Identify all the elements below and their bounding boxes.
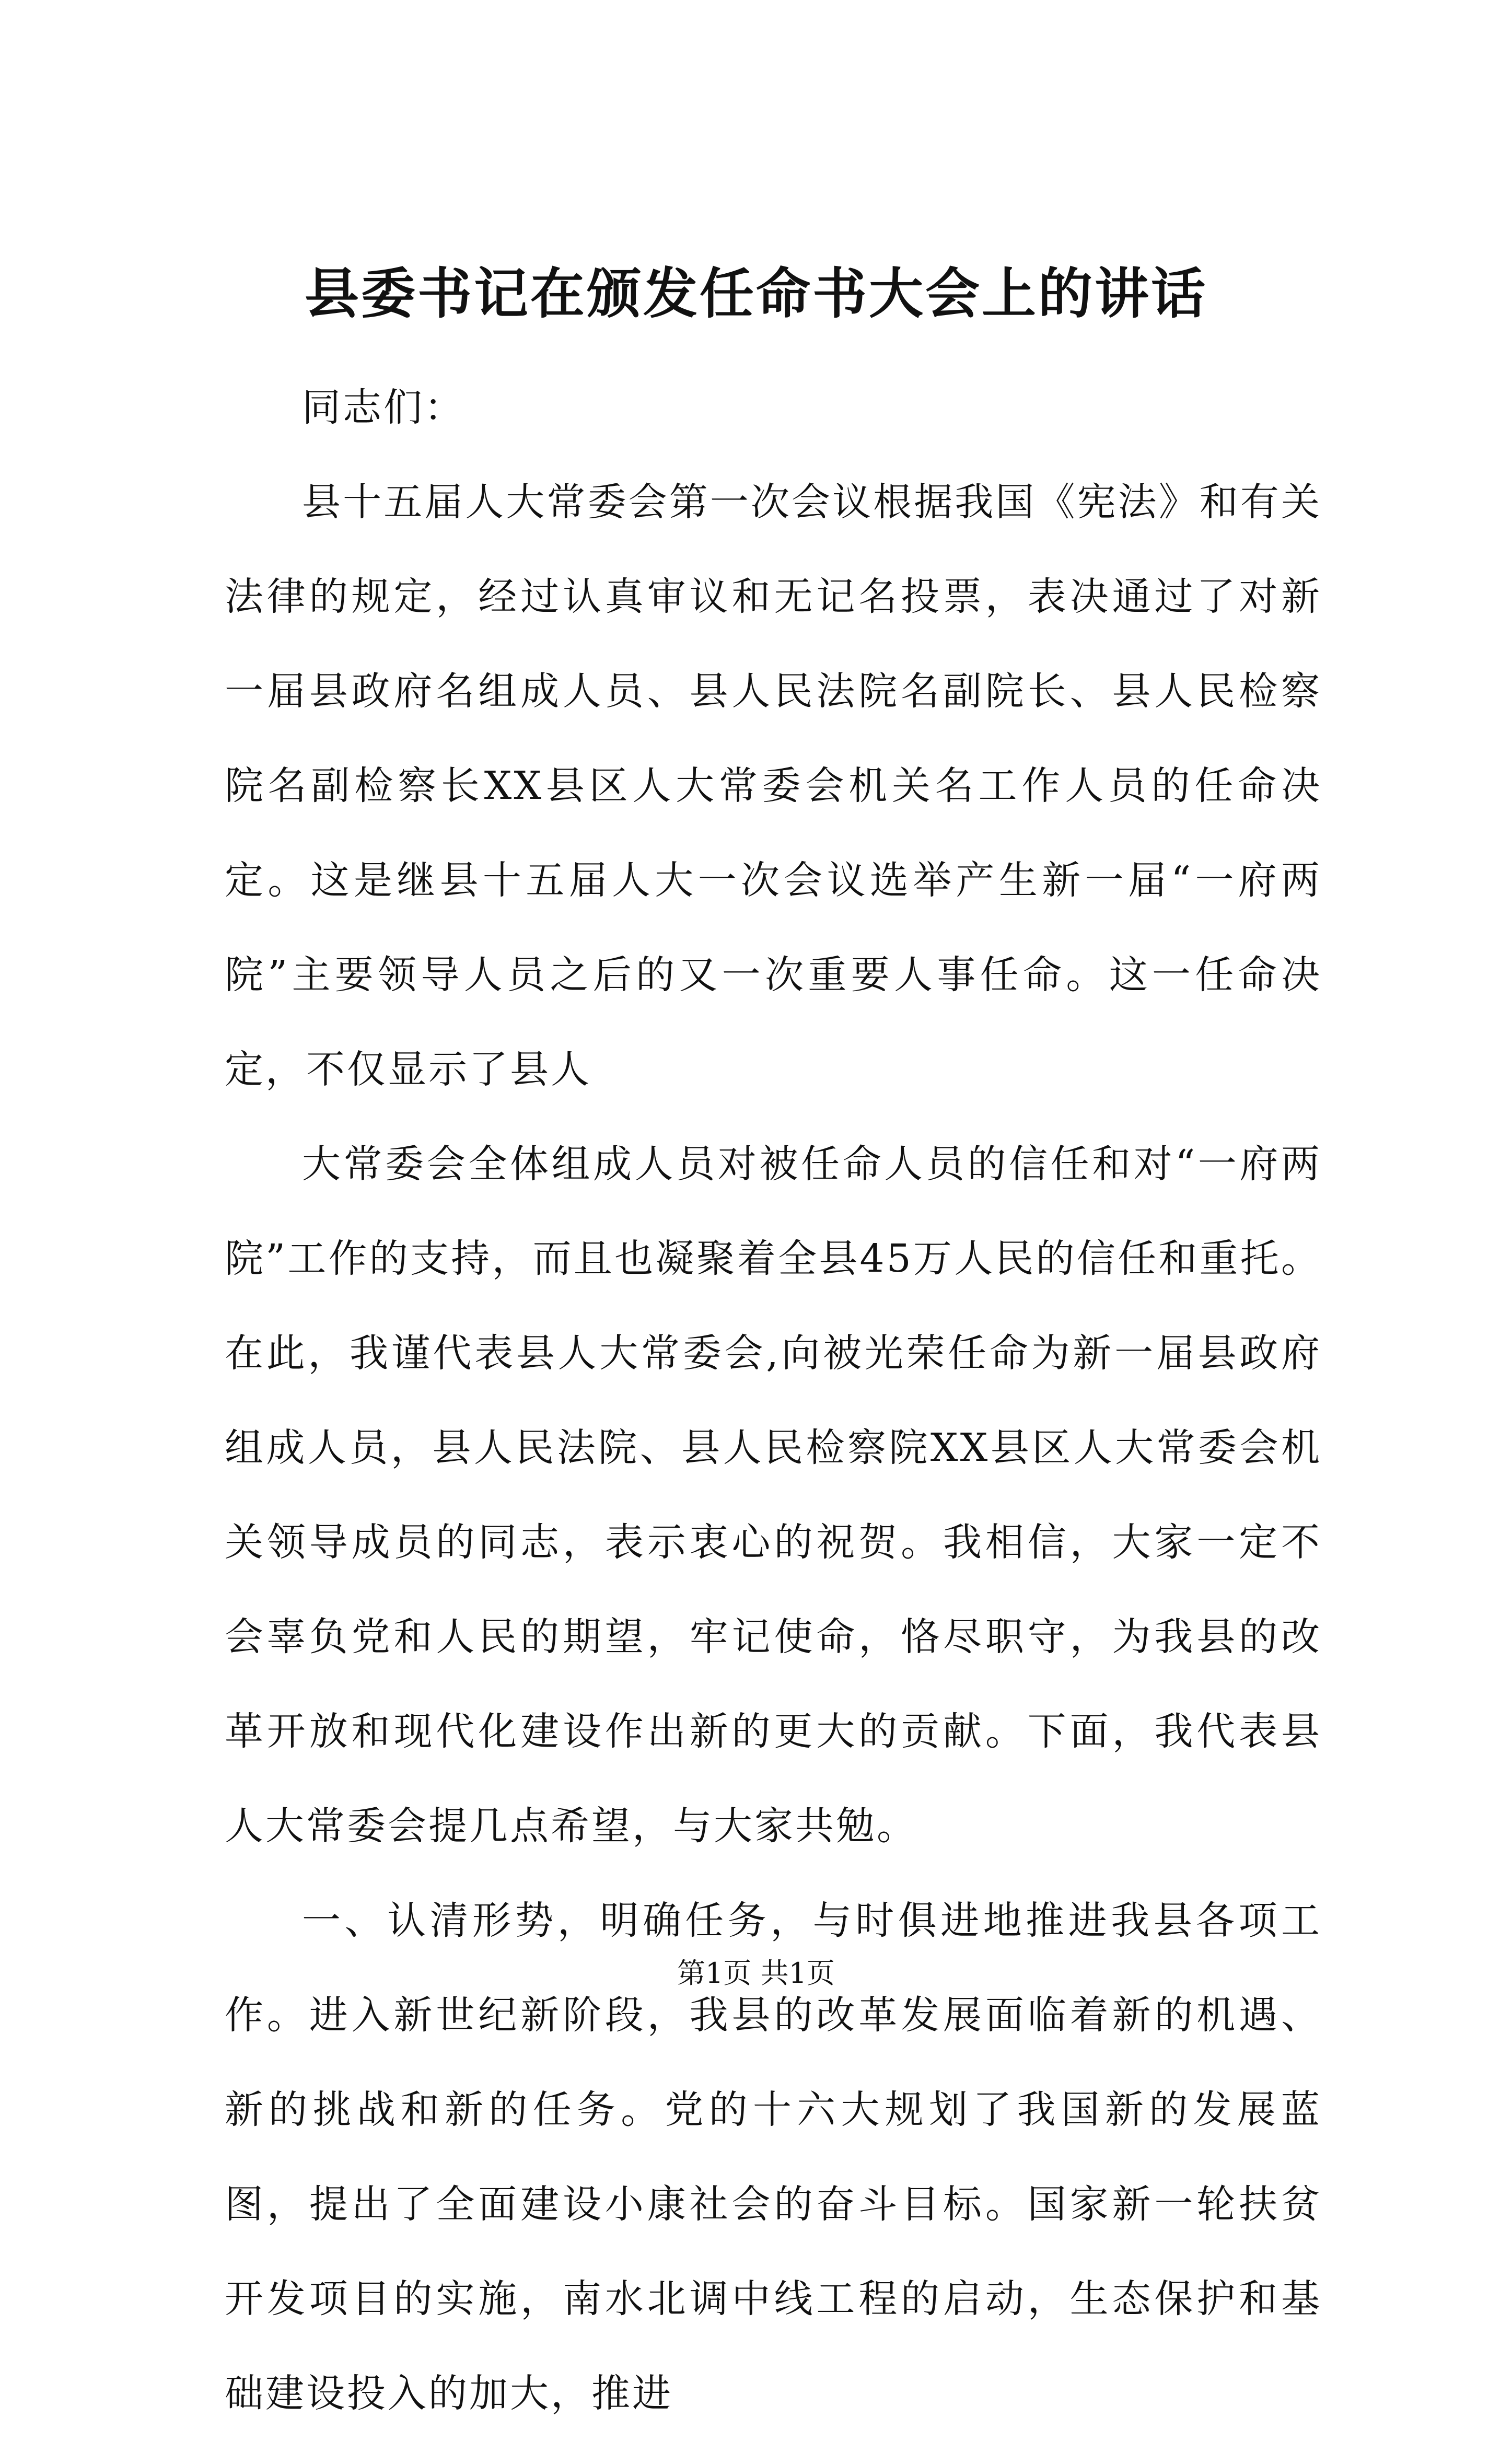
document-body: [225, 361, 1322, 2441]
body-paragraph: 县十五届人大常委会第一次会议根据我国《宪法》和有关法律的规定，经过认真审议和无记名投票，表决通过了对新一届县政府名组成人员、县人民法院名副院长、县人民检察院名副检察长XX县区人大常委会机关名工作人员的任命决定。这是继县十五届人大一次会议选举产生新一届“一府两院”主要领导人员之后的又一次重要人事任命。这一任命决定，不仅显示了县人: [225, 480, 1322, 1092]
salutation-paragraph: 同志们：: [302, 385, 465, 430]
body-paragraph: 一、认清形势，明确任务，与时俱进地推进我县各项工作。进入新世纪新阶段，我县的改革发展面临着新的机遇、新的挑战和新的任务。党的十六大规划了我国新的发展蓝图，提出了全面建设小康社会的奋斗目标。国家新一轮扶贫开发项目的实施，南水北调中线工程的启动，生态保护和基础建设投入的加大，推进: [225, 1898, 1322, 2416]
body-paragraph: 大常委会全体组成人员对被任命人员的信任和对“一府两院”工作的支持，而且也凝聚着全县45万人民的信任和重托。在此，我谨代表县人大常委会,向被光荣任命为新一届县政府组成人员，县人民法院、县人民检察院XX县区人大常委会机关领导成员的同志，表示衷心的祝贺。我相信，大家一定不会辜负党和人民的期望，牢记使命，恪尽职守，为我县的改革开放和现代化建设作出新的更大的贡献。下面，我代表县人大常委会提几点希望，与大家共勉。: [225, 1142, 1322, 1849]
page-footer: 第1页 共1页: [677, 1957, 835, 1990]
document-title: 县委书记在颁发任命书大会上的讲话: [304, 261, 1207, 326]
